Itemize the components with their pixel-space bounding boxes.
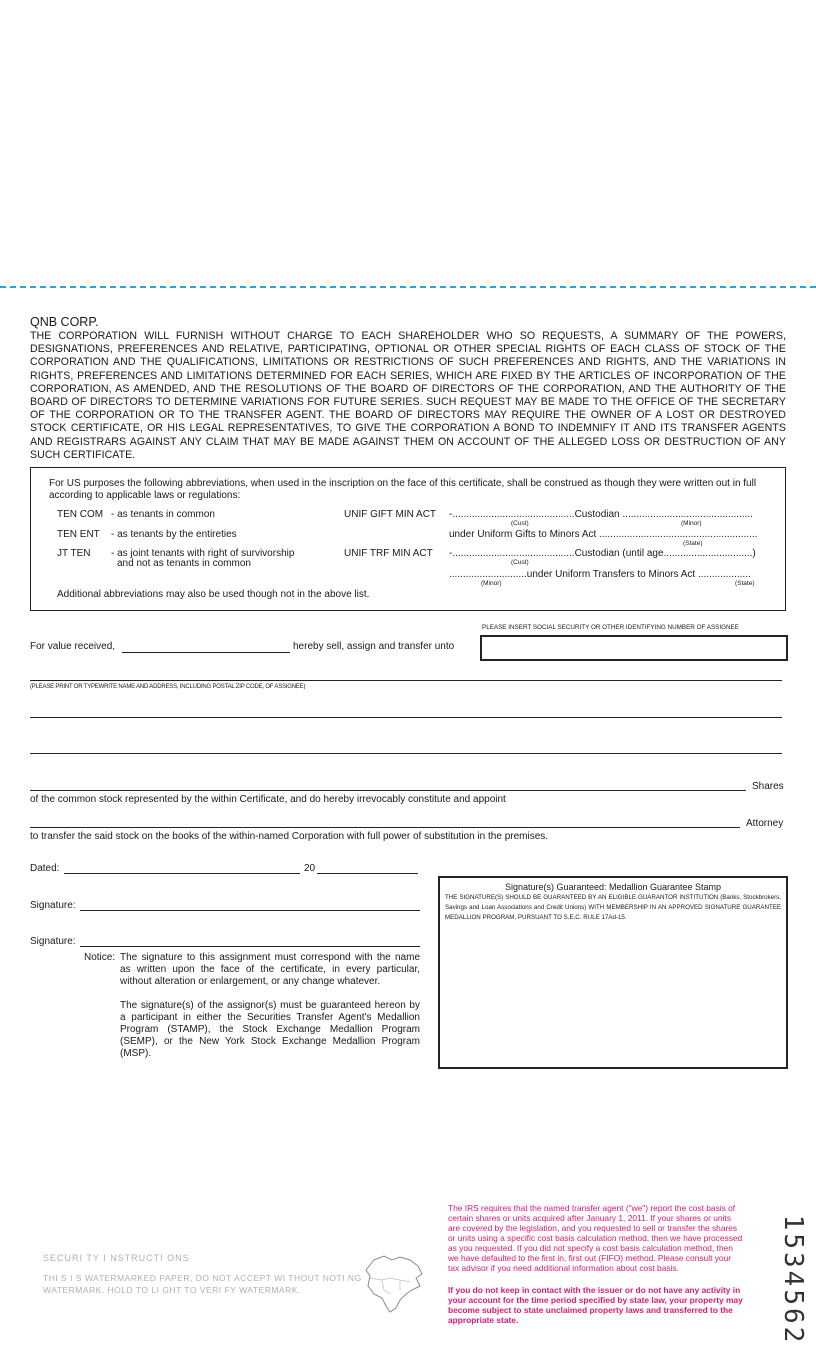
ten-com-desc: - as tenants in common (111, 509, 215, 520)
signature-notice (84, 952, 420, 1060)
common-stock-text: of the common stock represented by the within Certificate, and do hereby irrevocably constitute and appoint (30, 794, 506, 805)
notice-label: Notice: (84, 952, 116, 963)
shares-line[interactable] (30, 790, 746, 791)
year-prefix-label: 20 (304, 863, 316, 874)
jt-ten-desc-line1: - as joint tenants with right of survivorship (111, 548, 295, 559)
transfer-stock-text: to transfer the said stock on the books of the within-named Corporation with full power of substitution in the premises. (30, 831, 549, 842)
jt-ten-code: JT TEN (57, 548, 91, 559)
assignee-ssn-field[interactable] (480, 635, 788, 661)
ten-com-code: TEN COM (57, 509, 104, 520)
utma-act-line: ............................under Uniform Transfers to Minors Act ................... (449, 569, 751, 580)
ten-ent-code: TEN ENT (57, 529, 100, 540)
ugma-act-line: under Uniform Gifts to Minors Act ......................................................... (449, 529, 758, 540)
attorney-line[interactable] (30, 827, 740, 828)
north-america-map-icon (360, 1250, 432, 1320)
abbreviations-box (30, 467, 786, 611)
year-line[interactable] (317, 873, 418, 874)
irs-cost-basis-notice: The IRS requires that the named transfer agent ("we") report the cost basis of certain shares or units acquired after January 1, 2011. If your shares or units are covered by the legislation, and you requested to sell or transfer the shares or units using a specific cost basis calculation method, then we have processed as you requested. If you did not specify a cost basis calculation method, then we have defaulted to the first in, first out (FIFO) method. Please consult your tax advisor if you need additional information about cost basis. (448, 1203, 743, 1273)
for-value-received-label: For value received, (30, 641, 116, 652)
certificate-serial-number: 1534562 (778, 1214, 808, 1346)
utma-cust-caption: (Cust) (511, 559, 529, 566)
corporation-name: QNB CORP. (30, 315, 99, 329)
assignee-address-line-1[interactable] (30, 717, 782, 718)
signature-label-2: Signature: (30, 936, 76, 947)
corporation-notice-paragraph: THE CORPORATION WILL FURNISH WITHOUT CHARGE TO EACH SHAREHOLDER WHO SO REQUESTS, A SUMMARY OF THE POWERS, DESIGNATIONS, PREFERENCES AND RELATIVE, PARTICIPATING, OPTIONAL OR OTHER SPECIAL RIGHTS OF EACH CLASS OF STOCK OF THE CORPORATION AND THE QUALIFICATIONS, LIMITATIONS OR RESTRICTIONS OF SUCH PREFERENCES AND RIGHTS, AND THE VARIATIONS IN RIGHTS, PREFERENCES AND LIMITATIONS DETERMINED FOR EACH SERIES, WHICH ARE FIXED BY THE ARTICLES OF INCORPORATION OF THE CORPORATION, AS AMENDED, AND THE RESOLUTIONS OF THE BOARD OF DIRECTORS OF THE CORPORATION, AND THE AUTHORITY OF THE BOARD OF DIRECTORS TO DETERMINE VARIATIONS FOR FUTURE SERIES. SUCH REQUEST MAY BE MADE TO THE OFFICE OF THE SECRETARY OF THE CORPORATION OR TO THE TRANSFER AGENT. THE BOARD OF DIRECTORS MAY REQUIRE THE OWNER OF A LOST OR DESTROYED STOCK CERTIFICATE, OR HIS LEGAL REPRESENTATIVES, TO GIVE THE CORPORATION A BOND TO INDEMNIFY IT AND ITS TRANSFER AGENTS AND REGISTRARS AGAINST ANY CLAIM THAT MAY BE MADE AGAINST THEM ON ACCOUNT OF THE ALLEGED LOSS OR DESTRUCTION OF ANY SUCH CERTIFICATE. (30, 330, 786, 461)
ten-ent-desc: - as tenants by the entireties (111, 529, 237, 540)
medallion-instructions: THE SIGNATURE(S) SHOULD BE GUARANTEED BY AN ELIGIBLE GUARANTOR INSTITUTION (Banks, Stockbrokers, Savings and Loan Associations and Credit Unions) WITH MEMBERSHIP IN AN APPROVED SIGNATURE GUARANTEE MEDALLION PROGRAM, PURSUANT TO S.E.C. RULE 17Ad-15. (445, 894, 781, 921)
utma-custodian-line: -............................................Custodian (until age................................) (449, 548, 756, 559)
assignee-address-line-2[interactable] (30, 753, 782, 754)
unclaimed-property-notice: If you do not keep in contact with the issuer or do not have any activity in your account for the time period specified by state law, your property may become subject to state unclaimed property laws and transferred to the appropriate state. (448, 1285, 743, 1325)
utma-state-caption: (State) (735, 580, 755, 587)
ugma-code: UNIF GIFT MIN ACT (344, 509, 437, 520)
shares-label: Shares (752, 781, 784, 792)
notice-text-1: The signature to this assignment must correspond with the name as written upon the face of the certificate, in every particular, without alteration or enlargement, or any change whatever. (120, 952, 420, 987)
print-name-caption: (PLEASE PRINT OR TYPEWRITE NAME AND ADDRESS, INCLUDING POSTAL ZIP CODE, OF ASSIGNEE) (30, 684, 306, 690)
ugma-minor-caption: (Minor) (681, 520, 702, 527)
ssn-label: PLEASE INSERT SOCIAL SECURITY OR OTHER IDENTIFYING NUMBER OF ASSIGNEE (482, 624, 739, 631)
signature-line-1[interactable] (80, 910, 420, 911)
jt-ten-desc-line2: and not as tenants in common (117, 558, 251, 569)
dated-label: Dated: (30, 863, 60, 874)
additional-abbreviations-note: Additional abbreviations may also be used though not in the above list. (57, 589, 370, 600)
transferor-name-line[interactable] (122, 652, 290, 653)
attorney-label: Attorney (746, 818, 784, 829)
hereby-transfer-label: hereby sell, assign and transfer unto (293, 641, 455, 652)
dashed-cut-line (0, 286, 816, 288)
assignee-name-line[interactable] (30, 680, 782, 681)
ugma-custodian-line: -............................................Custodian ............................................... (449, 509, 753, 520)
ugma-cust-caption: (Cust) (511, 520, 529, 527)
medallion-guarantee-box[interactable] (438, 876, 788, 1069)
date-line[interactable] (64, 873, 300, 874)
abbreviations-intro: For US purposes the following abbreviations, when used in the inscription on the face of this certificate, shall be construed as though they were written out in full according to applicable laws or regulations: (49, 478, 757, 501)
security-instructions-heading: SECURI TY I NSTRUCTI ONS (43, 1253, 190, 1263)
utma-minor-caption: (Minor) (481, 580, 502, 587)
signature-line-2[interactable] (80, 946, 420, 947)
medallion-title: Signature(s) Guaranteed: Medallion Guarantee Stamp (504, 882, 722, 892)
signature-label-1: Signature: (30, 900, 76, 911)
notice-text-2: The signature(s) of the assignor(s) must be guaranteed hereon by a participant in either the Securities Transfer Agent's Medallion Program (STAMP), the Stock Exchange Medallion Program (SEMP), or the New York Stock Exchange Medallion Program (MSP). (120, 1000, 420, 1059)
security-instructions-text: THI S I S WATERMARKED PAPER, DO NOT ACCEPT WI THOUT NOTI NG WATERMARK. HOLD TO LI GHT TO VERI FY WATERMARK. (43, 1273, 362, 1295)
utma-code: UNIF TRF MIN ACT (344, 548, 433, 559)
ugma-state-caption: (State) (683, 540, 703, 547)
